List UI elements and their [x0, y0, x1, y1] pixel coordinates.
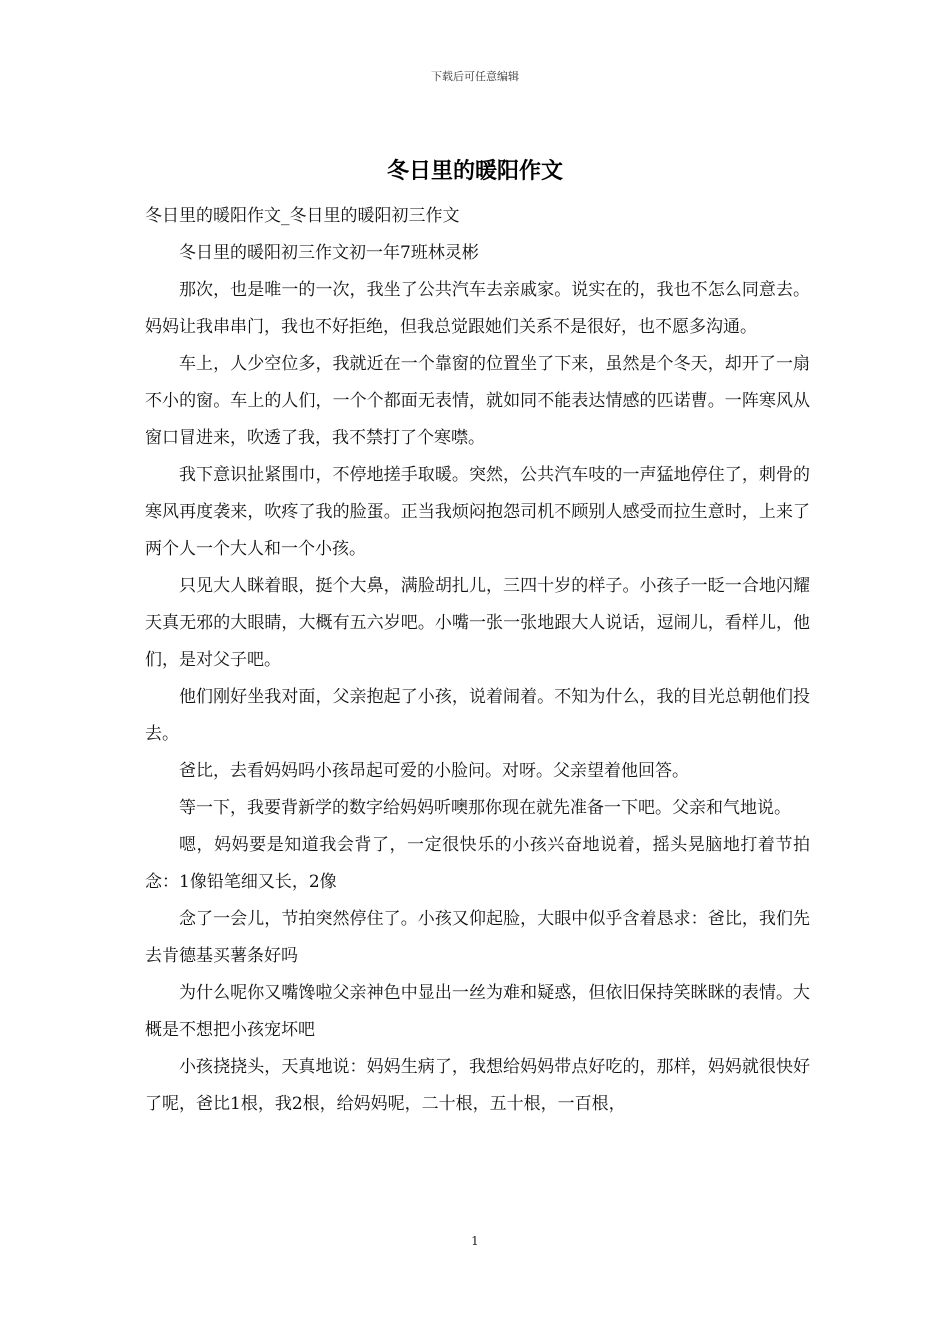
paragraph: 那次，也是唯一的一次，我坐了公共汽车去亲戚家。说实在的，我也不怎么同意去。妈妈让我串串门，我也不好拒绝，但我总觉跟她们关系不是很好，也不愿多沟通。 — [145, 280, 810, 337]
page-number: 1 — [471, 1234, 479, 1248]
paragraph: 为什么呢你又嘴馋啦父亲神色中显出一丝为难和疑惑，但依旧保持笑眯眯的表情。大概是不想把小孩宠坏吧 — [145, 983, 810, 1040]
document-body — [145, 198, 810, 1123]
paragraph: 爸比，去看妈妈吗小孩昂起可爱的小脸问。对呀。父亲望着他回答。 — [179, 761, 689, 781]
document-title: 冬日里的暖阳作文 — [386, 158, 563, 184]
paragraph: 我下意识扯紧围巾，不停地搓手取暖。突然，公共汽车吱的一声猛地停住了，刺骨的寒风再度袭来，吹疼了我的脸蛋。正当我烦闷抱怨司机不顾别人感受而拉生意时，上来了两个人一个大人和一个小孩。 — [145, 465, 810, 559]
header-note: 下载后可任意编辑 — [431, 70, 519, 83]
paragraph: 冬日里的暖阳初三作文初一年7班林灵彬 — [179, 243, 479, 263]
document-subtitle: 冬日里的暖阳作文_冬日里的暖阳初三作文 — [145, 206, 460, 226]
paragraph: 车上，人少空位多，我就近在一个靠窗的位置坐了下来，虽然是个冬天，却开了一扇不小的窗。车上的人们，一个个都面无表情，就如同不能表达情感的匹诺曹。一阵寒风从窗口冒进来，吹透了我，我不禁打了个寒噤。 — [145, 354, 810, 448]
paragraph: 嗯，妈妈要是知道我会背了，一定很快乐的小孩兴奋地说着，摇头晃脑地打着节拍念：1像铅笔细又长，2像 — [145, 835, 810, 892]
paragraph: 念了一会儿，节拍突然停住了。小孩又仰起脸，大眼中似乎含着恳求：爸比，我们先去肯德基买薯条好吗 — [145, 909, 810, 966]
paragraph: 小孩挠挠头，天真地说：妈妈生病了，我想给妈妈带点好吃的，那样，妈妈就很快好了呢，爸比1根，我2根，给妈妈呢，二十根，五十根，一百根， — [145, 1057, 810, 1114]
paragraph: 只见大人眯着眼，挺个大鼻，满脸胡扎儿，三四十岁的样子。小孩子一眨一合地闪耀天真无邪的大眼睛，大概有五六岁吧。小嘴一张一张地跟大人说话，逗闹儿，看样儿，他们，是对父子吧。 — [145, 576, 810, 670]
paragraph: 他们刚好坐我对面，父亲抱起了小孩，说着闹着。不知为什么，我的目光总朝他们投去。 — [145, 687, 810, 744]
paragraph: 等一下，我要背新学的数字给妈妈听噢那你现在就先准备一下吧。父亲和气地说。 — [179, 798, 791, 818]
